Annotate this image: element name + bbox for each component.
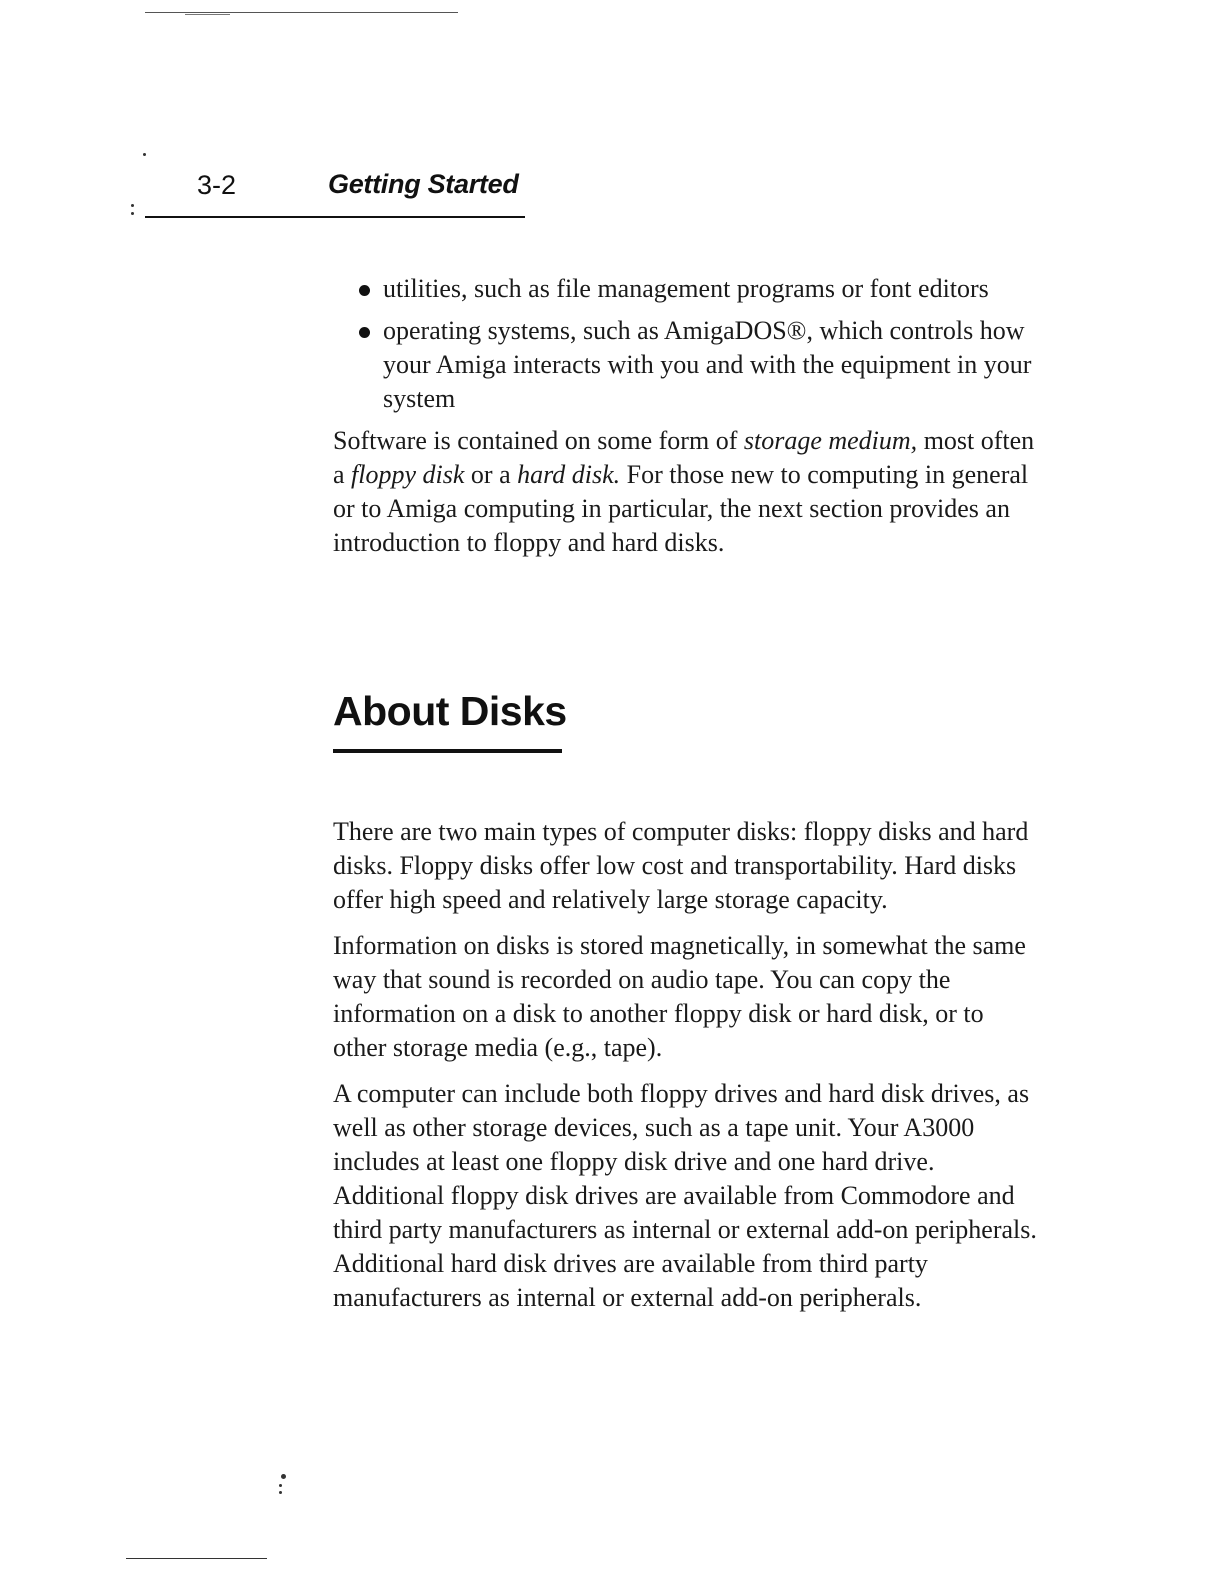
emphasis-floppy-disk: floppy disk [351,460,465,489]
text-run: For those new to computing in general or to Amiga computing in particular, the next section provides an introduction to floppy and hard disks. [333,460,1029,557]
section-heading-rule [333,749,562,753]
scan-speck [143,153,146,156]
scan-speck [279,1491,282,1494]
scan-artifact-top-line-short [185,14,230,15]
scan-speck [131,204,134,207]
text-run: most often a [333,426,1035,489]
intro-paragraph [333,424,1038,560]
text-run: Software is contained on some form of [333,426,744,455]
section-heading: About Disks [333,688,567,734]
body-paragraph: Information on disks is stored magnetically, in somewhat the same way that sound is recorded on audio tape. You can copy the information on a disk to another floppy disk or hard disk, or to other storage media (e.g., tape). [333,931,1026,1062]
emphasis-hard-disk: hard disk. [517,460,621,489]
bullet-icon [359,327,370,338]
page-number: 3-2 [197,170,237,200]
emphasis-storage-medium: storage medium, [743,426,918,455]
scan-speck [279,1484,282,1487]
body-paragraph: A computer can include both floppy drives and hard disk drives, as well as other storage devices, such as a tape unit. Your A3000 includes at least one floppy disk drive and one hard drive. Additional floppy disk drives are available from Commodore and third party manufacturers as internal or external add-on peripherals. Additional hard disk drives are available from third party manufacturers as internal or external add-on peripherals. [333,1079,1037,1312]
intro-content [333,272,1038,572]
scan-speck [281,1474,286,1479]
list-item-text: operating systems, such as AmigaDOS®, which controls how your Amiga interacts with you and with the equipment in your system [383,316,1032,413]
scan-artifact-bottom-line [126,1558,267,1559]
text-run: or a [464,460,518,489]
list-item [333,272,1038,306]
list-item [333,314,1038,416]
scan-speck [131,212,134,215]
scan-artifact-top-line [145,12,458,13]
page-header [145,166,525,218]
list-item-text: utilities, such as file management programs or font editors [383,274,989,303]
running-head: Getting Started [328,169,519,199]
body-paragraph: There are two main types of computer disks: floppy disks and hard disks. Floppy disks offer low cost and transportability. Hard disks offer high speed and relatively large storage capacity. [333,817,1029,914]
bullet-list [333,272,1038,416]
bullet-icon [359,285,370,296]
section-body [333,815,1038,1327]
